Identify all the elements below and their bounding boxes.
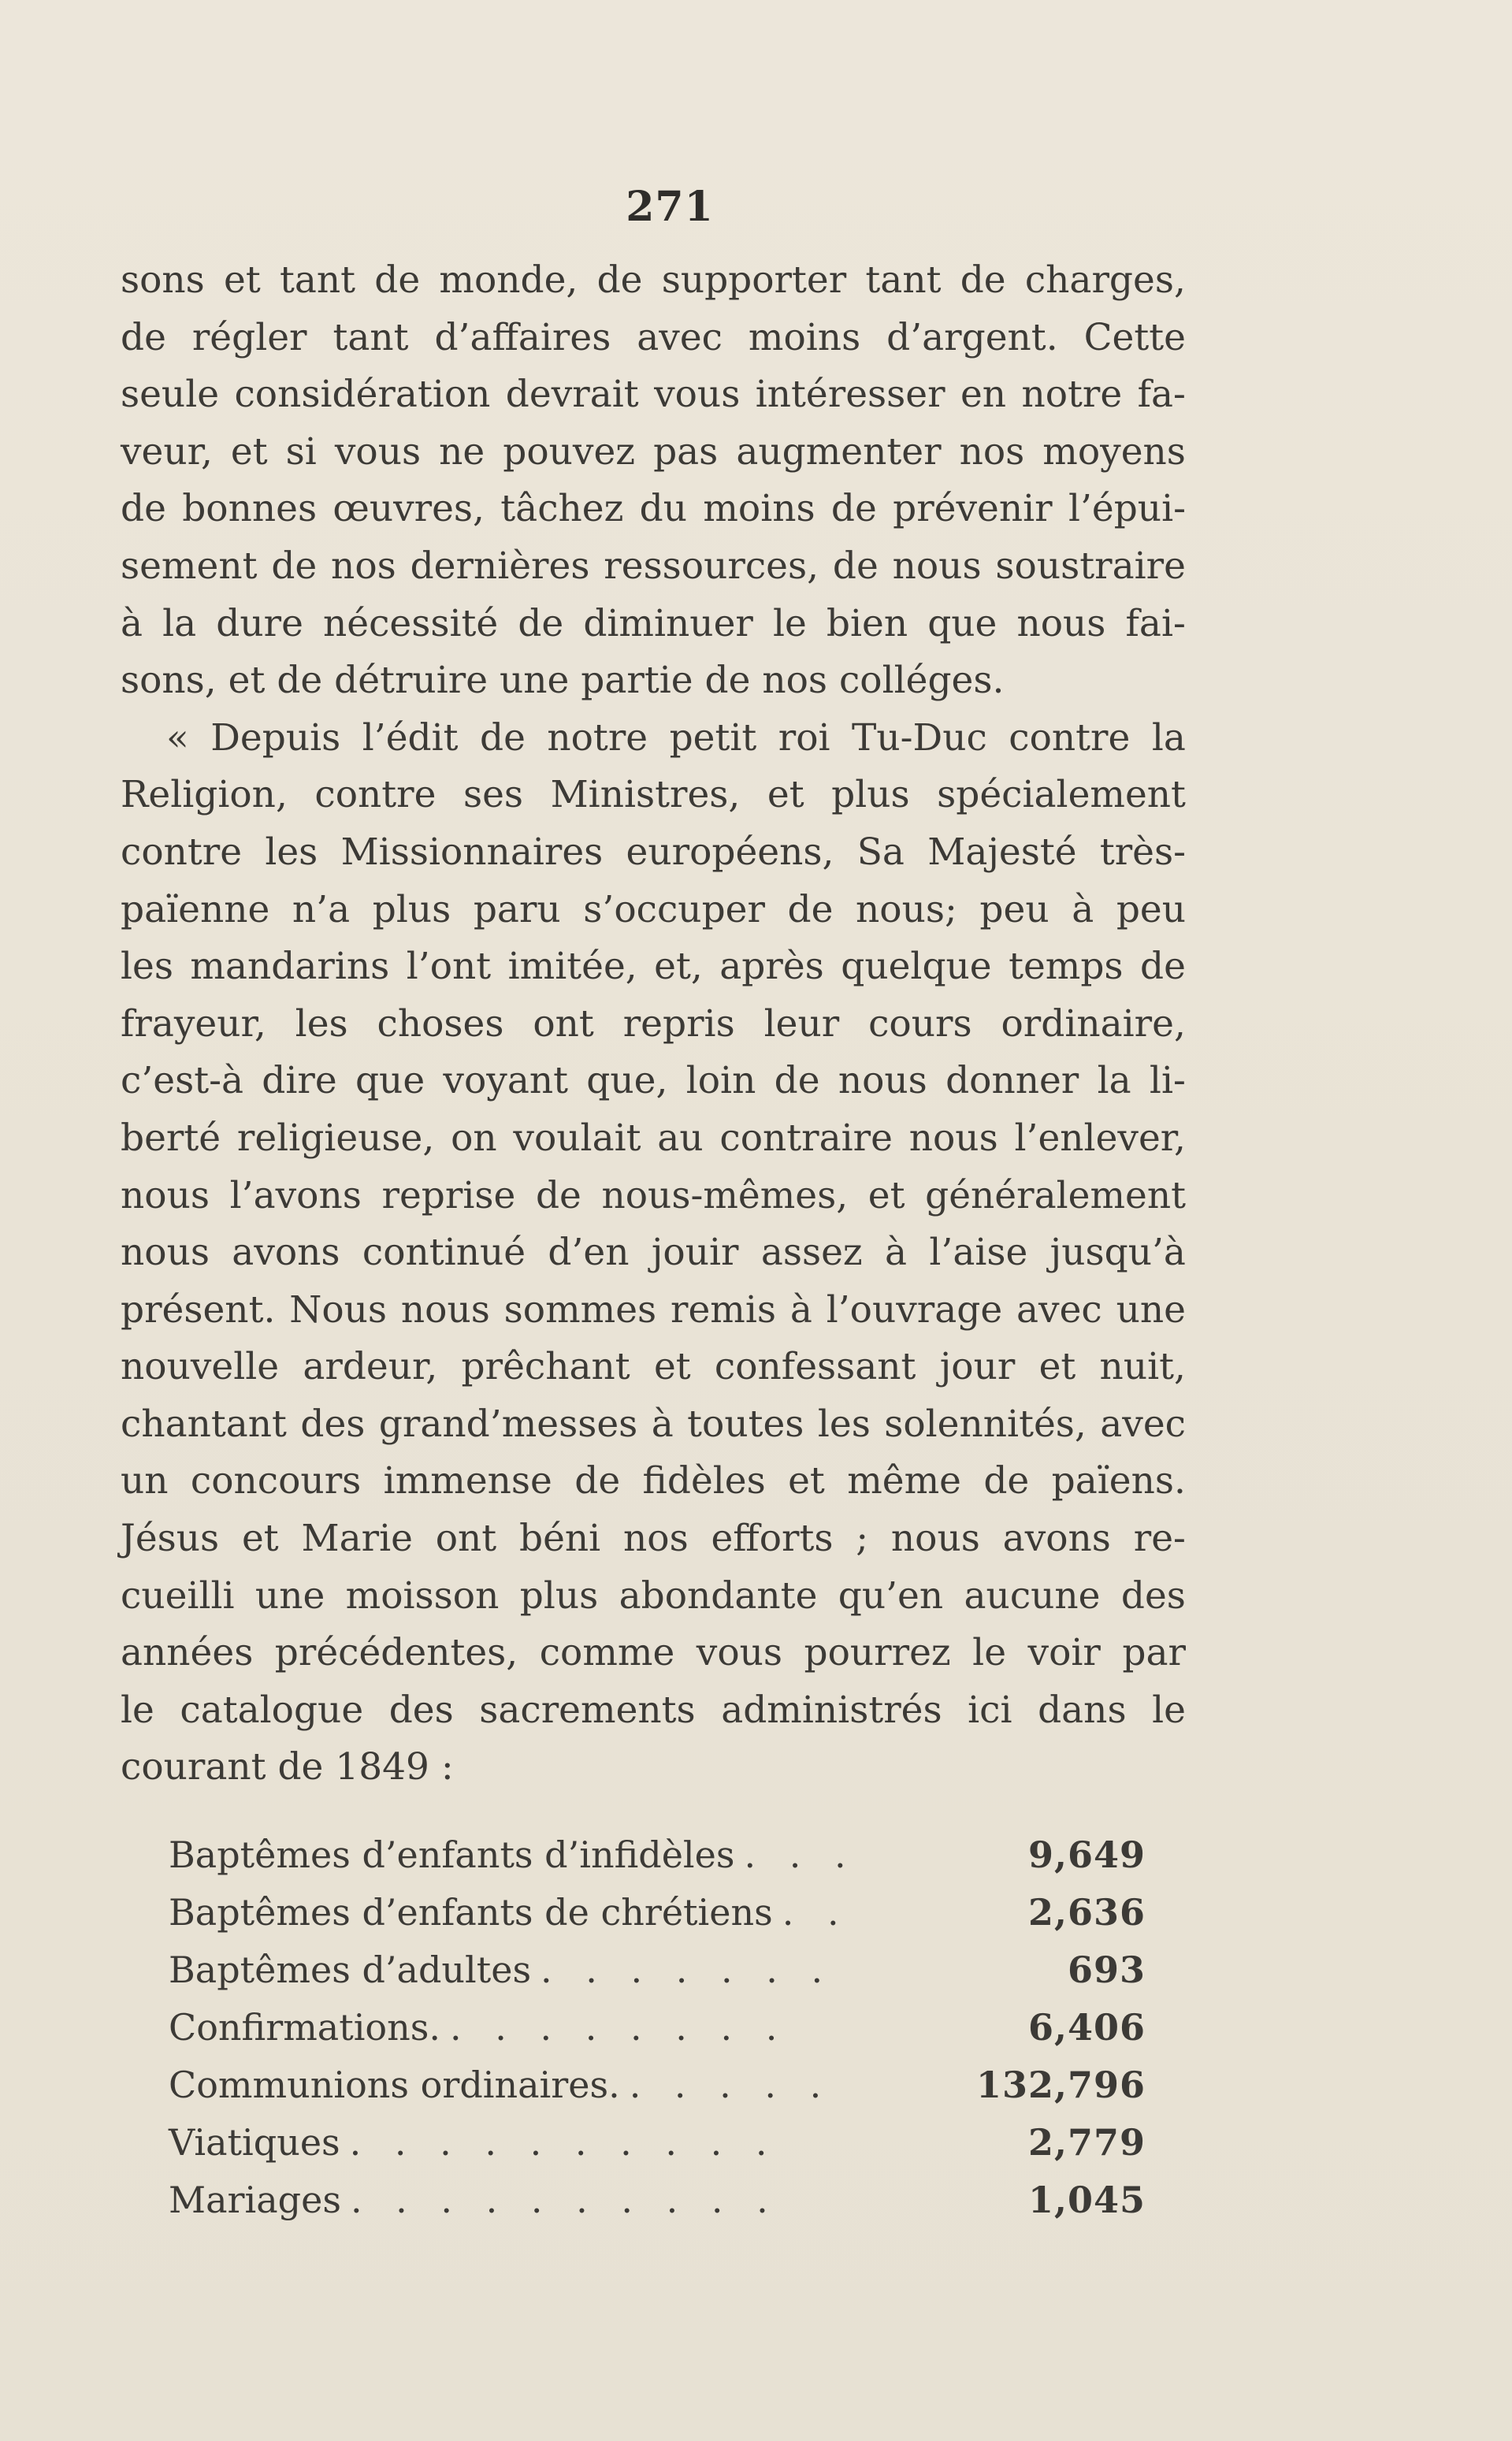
word: peu [1116, 887, 1186, 931]
word: les [295, 1001, 348, 1046]
word: de [271, 544, 318, 588]
text-line: courant de 1849 : [121, 1745, 454, 1789]
word: diminuer [583, 601, 753, 645]
word: de [121, 315, 166, 359]
word: œuvres, [332, 487, 485, 531]
word: et [653, 1345, 691, 1389]
word: devrait [505, 373, 639, 417]
word: dire [262, 1059, 337, 1103]
word: religieuse, [236, 1116, 435, 1160]
word: Nous [289, 1287, 388, 1332]
word: à [651, 1402, 674, 1446]
dot-leader: . . [782, 1891, 850, 1934]
word: précédentes, [274, 1631, 518, 1675]
word: de [121, 487, 166, 531]
word: Cette [1083, 315, 1186, 359]
word: cueilli [121, 1573, 235, 1618]
text-line [121, 596, 1186, 653]
word: l’enlever, [1014, 1116, 1186, 1160]
word: contre [314, 773, 437, 817]
word: tant [865, 258, 942, 302]
text-line [121, 1682, 1186, 1740]
word: sacrements [479, 1688, 696, 1732]
word: prêchant [461, 1345, 630, 1389]
row-label: Baptêmes d’enfants d’infidèles [169, 1834, 735, 1876]
word: tant [279, 258, 356, 302]
word: seule [121, 373, 220, 417]
word: de [1140, 945, 1186, 989]
word: et [1038, 1345, 1076, 1389]
dot-leader: . . . . . [629, 2064, 833, 2106]
row-value: 1,045 [1027, 2179, 1146, 2221]
word: des [1120, 1573, 1186, 1618]
word: nos [623, 1517, 689, 1561]
word: païenne [121, 887, 270, 931]
word: l’ont [406, 945, 492, 989]
word: européens, [626, 830, 834, 874]
word: par [1122, 1631, 1186, 1675]
word: sement [121, 544, 258, 588]
dot-leader: . . . . . . . . . . [350, 2179, 779, 2221]
word: et, [654, 945, 703, 989]
word: et [241, 1517, 279, 1561]
word: de [535, 1173, 581, 1217]
word: l’avons [229, 1173, 362, 1217]
word: les [817, 1402, 871, 1446]
word: à [884, 1231, 908, 1275]
text-line: sons, et de détruire une partie de nos colléges. [121, 659, 1005, 703]
row-value: 6,406 [1027, 2006, 1146, 2049]
word: ressources, [604, 544, 819, 588]
word: nous [400, 1287, 490, 1332]
word: que, [586, 1059, 668, 1103]
word: le [1152, 1688, 1186, 1732]
word: de [574, 1459, 621, 1503]
word: la [1151, 715, 1186, 760]
text-line [121, 1168, 1186, 1225]
word: à [1072, 887, 1094, 931]
word: jouir [651, 1231, 739, 1275]
word: ont [435, 1517, 497, 1561]
word: notre [547, 715, 648, 760]
word: grand’messes [378, 1402, 638, 1446]
word: nouvelle [121, 1345, 280, 1389]
word: donner [945, 1059, 1079, 1103]
word: plus [831, 773, 910, 817]
text-line [121, 1110, 1186, 1168]
word: de [832, 544, 879, 588]
word: Ministres, [550, 773, 741, 817]
word: moisson [345, 1573, 500, 1618]
word: sons [121, 258, 205, 302]
text-line [121, 1510, 1186, 1568]
word: la [1097, 1059, 1131, 1103]
row-value: 9,649 [1027, 1834, 1146, 1876]
text-line [121, 310, 1186, 367]
word: avec [637, 315, 723, 359]
word: nous [890, 1517, 980, 1561]
text-line [121, 1339, 1186, 1396]
word: ardeur, [303, 1345, 438, 1389]
word: nous [1016, 601, 1106, 645]
word: même [847, 1459, 961, 1503]
word: de [830, 487, 877, 531]
word: imitée, [507, 945, 637, 989]
word: Jésus [121, 1517, 220, 1561]
word: après [719, 945, 824, 989]
row-label: Viatiques [169, 2121, 340, 2164]
word: notre [1021, 373, 1123, 417]
word: dure [216, 601, 303, 645]
word: nous [121, 1231, 210, 1275]
word: paru [473, 887, 561, 931]
text-line [121, 538, 1186, 596]
page-number: 271 [626, 183, 714, 231]
word: c’est-à [121, 1059, 243, 1103]
word: le [972, 1631, 1007, 1675]
row-label: Baptêmes d’enfants de chrétiens [169, 1891, 773, 1934]
word: Marie [301, 1517, 413, 1561]
word: ordinaire, [1001, 1001, 1186, 1046]
word: considération [234, 373, 491, 417]
word: vous [334, 429, 422, 474]
word: ses [463, 773, 524, 817]
word: repris [622, 1001, 735, 1046]
word: l’aise [929, 1231, 1028, 1275]
word: généralement [925, 1173, 1186, 1217]
word: que [355, 1059, 425, 1103]
word: solennités, [884, 1402, 1087, 1446]
word: n’a [292, 887, 351, 931]
word: ont [533, 1001, 594, 1046]
word: aucune [964, 1573, 1101, 1618]
text-line [121, 996, 1186, 1053]
text-line [121, 1396, 1186, 1454]
text-line [121, 767, 1186, 824]
text-line [121, 1053, 1186, 1110]
word: nuit, [1099, 1345, 1186, 1389]
word: « [166, 715, 189, 760]
word: nécessité [323, 601, 499, 645]
word: Missionnaires [340, 830, 604, 874]
word: présent. [121, 1287, 276, 1332]
word: le [772, 601, 807, 645]
word: Religion, [121, 773, 288, 817]
word: fa- [1137, 373, 1186, 417]
word: nos [331, 544, 396, 588]
text-line [121, 710, 1186, 767]
word: tâchez [500, 487, 624, 531]
word: béni [519, 1517, 601, 1561]
word: ne [439, 429, 485, 474]
table-row [169, 2172, 1146, 2229]
word: moins [748, 315, 861, 359]
word: de [518, 601, 564, 645]
word: et [767, 773, 804, 817]
dot-leader: . . . . . . . . [449, 2006, 789, 2049]
word: et [224, 258, 261, 302]
word: on [451, 1116, 497, 1160]
word: Majesté [927, 830, 1077, 874]
text-line [121, 824, 1186, 882]
word: années [121, 1631, 254, 1675]
word: plus [519, 1573, 599, 1618]
body-text [121, 252, 1186, 1796]
word: jusqu’à [1049, 1231, 1186, 1275]
text-line [121, 1282, 1186, 1339]
word: les [265, 830, 318, 874]
word: de [596, 258, 643, 302]
word: quelque [841, 945, 992, 989]
sacraments-table [169, 1826, 1146, 2229]
table-row [169, 2114, 1146, 2172]
word: du [639, 487, 688, 531]
word: monde, [439, 258, 578, 302]
word: pas [653, 429, 719, 474]
dot-leader: . . . . . . . . . . [349, 2121, 778, 2164]
word: avons [1002, 1517, 1111, 1561]
word: dans [1038, 1688, 1127, 1732]
word: de [787, 887, 834, 931]
row-label: Baptêmes d’adultes [169, 1949, 532, 1991]
word: charges, [1024, 258, 1186, 302]
word: reprise [381, 1173, 516, 1217]
word: nous [838, 1059, 927, 1103]
word: nous [121, 1173, 210, 1217]
table-row [169, 1999, 1146, 2056]
word: fai- [1125, 601, 1186, 645]
word: Sa [856, 830, 905, 874]
word: roi [778, 715, 830, 760]
word: contre [121, 830, 243, 874]
table-row [169, 2056, 1146, 2114]
row-value: 2,636 [1027, 1891, 1146, 1934]
word: chantant [121, 1402, 287, 1446]
word: pourrez [804, 1631, 951, 1675]
word: remis [671, 1287, 777, 1332]
word: vous [696, 1631, 783, 1675]
word: nos [959, 429, 1025, 474]
word: moins [703, 487, 815, 531]
word: sommes [503, 1287, 657, 1332]
row-value: 693 [1067, 1949, 1146, 1991]
word: Depuis [210, 715, 341, 760]
row-value: 2,779 [1027, 2121, 1146, 2164]
word: contre [1009, 715, 1131, 760]
table-row [169, 1884, 1146, 1941]
word: bien [826, 601, 908, 645]
word: régler [191, 315, 307, 359]
word: de [774, 1059, 820, 1103]
word: nous [892, 544, 982, 588]
word: plus [372, 887, 451, 931]
word: moyens [1042, 429, 1186, 474]
word: dernières [410, 544, 590, 588]
word: l’édit [362, 715, 459, 760]
table-row [169, 1826, 1146, 1884]
row-value: 132,796 [975, 2064, 1146, 2106]
word: la [162, 601, 197, 645]
dot-leader: . . . [744, 1834, 857, 1876]
word: s’occuper [583, 887, 765, 931]
word: à [789, 1287, 812, 1332]
word: de [983, 1459, 1030, 1503]
word: concours [190, 1459, 362, 1503]
word: contraire [719, 1116, 893, 1160]
word: que [927, 601, 997, 645]
word: choses [377, 1001, 504, 1046]
text-line [121, 481, 1186, 538]
word: cours [868, 1001, 972, 1046]
word: une [1116, 1287, 1186, 1332]
word: l’ouvrage [826, 1287, 1003, 1332]
word: avec [1100, 1402, 1186, 1446]
word: soustraire [995, 544, 1186, 588]
word: un [121, 1459, 169, 1503]
word: confessant [714, 1345, 916, 1389]
word: le [121, 1688, 154, 1732]
row-label: Communions ordinaires. [169, 2064, 620, 2106]
text-line [121, 424, 1186, 481]
word: païens. [1051, 1459, 1186, 1503]
word: de [374, 258, 421, 302]
word: vous [654, 373, 741, 417]
word: l’épui- [1068, 487, 1186, 531]
word: berté [121, 1116, 221, 1160]
word: à [121, 601, 143, 645]
text-line [121, 938, 1186, 996]
word: au [657, 1116, 704, 1160]
word: et [788, 1459, 825, 1503]
word: ici [968, 1688, 1012, 1732]
table-row [169, 1941, 1146, 1999]
word: mandarins [190, 945, 390, 989]
word: jour [939, 1345, 1016, 1389]
word: frayeur, [121, 1001, 266, 1046]
text-line [121, 252, 1186, 310]
word: efforts [711, 1517, 834, 1561]
word: de [960, 258, 1006, 302]
word: les [121, 945, 173, 989]
word: immense [383, 1459, 552, 1503]
word: et [230, 429, 268, 474]
word: si [285, 429, 317, 474]
word: voulait [513, 1116, 641, 1160]
word: catalogue [180, 1688, 364, 1732]
word: assez [760, 1231, 863, 1275]
word: peu [979, 887, 1049, 931]
word: d’affaires [434, 315, 611, 359]
word: nous; [856, 887, 957, 931]
text-line [121, 1625, 1186, 1682]
word: des [388, 1688, 454, 1732]
word: de [479, 715, 526, 760]
word: re- [1133, 1517, 1186, 1561]
word: une [254, 1573, 325, 1618]
word: avec [1016, 1287, 1102, 1332]
text-line [121, 1453, 1186, 1510]
word: veur, [121, 429, 213, 474]
word: li- [1149, 1059, 1186, 1103]
word: tant [332, 315, 409, 359]
text-line [121, 1568, 1186, 1625]
text-line [121, 366, 1186, 424]
word: bonnes [182, 487, 318, 531]
word: avons [232, 1231, 340, 1275]
row-label: Confirmations. [169, 2006, 440, 2049]
word: qu’en [838, 1573, 944, 1618]
text-line [121, 1224, 1186, 1282]
word: comme [539, 1631, 675, 1675]
word: des [300, 1402, 366, 1446]
word: toutes [687, 1402, 804, 1446]
word: nous [908, 1116, 998, 1160]
word: continué [362, 1231, 526, 1275]
word: d’argent. [886, 315, 1058, 359]
text-line [121, 882, 1186, 939]
word: voyant [443, 1059, 569, 1103]
word: leur [763, 1001, 840, 1046]
word: fidèles [642, 1459, 766, 1503]
word: abondante [619, 1573, 818, 1618]
word: voir [1027, 1631, 1101, 1675]
word: temps [1009, 945, 1124, 989]
word: administrés [721, 1688, 942, 1732]
word: ; [856, 1517, 869, 1561]
word: petit [669, 715, 757, 760]
word: supporter [661, 258, 847, 302]
word: spécialement [937, 773, 1186, 817]
word: d’en [548, 1231, 630, 1275]
word: intéresser [755, 373, 945, 417]
word: en [960, 373, 1007, 417]
word: pouvez [503, 429, 636, 474]
word: très- [1099, 830, 1186, 874]
row-label: Mariages [169, 2179, 341, 2221]
word: et [867, 1173, 905, 1217]
word: augmenter [736, 429, 942, 474]
word: nous-mêmes, [601, 1173, 849, 1217]
dot-leader: . . . . . . . [541, 1949, 834, 1991]
word: Tu-Duc [852, 715, 987, 760]
word: loin [685, 1059, 756, 1103]
word: prévenir [893, 487, 1053, 531]
